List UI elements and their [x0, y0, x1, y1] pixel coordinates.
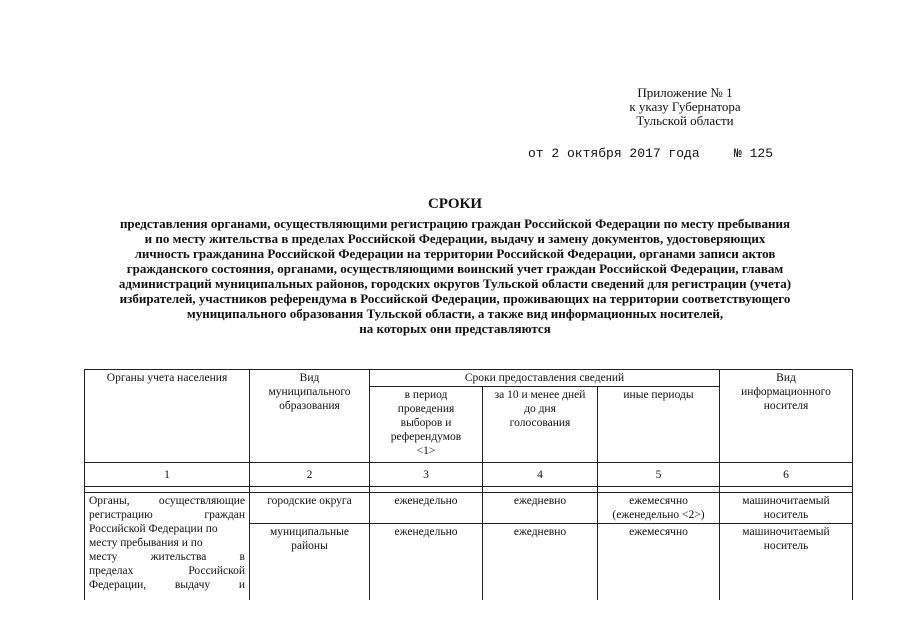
header-medium-type: Вид информационного носителя [720, 370, 853, 463]
table-row [85, 493, 853, 524]
header-ten-days: за 10 и менее дней до дня голосования [483, 387, 598, 463]
appendix-header [600, 86, 770, 128]
deadlines-table [84, 369, 853, 600]
during-elections-cell: еженедельно [370, 493, 483, 524]
subtitle-line: и по месту жительства в пределах Российской Федерации, выдачу и замену документов, удостоверяющих [144, 231, 766, 246]
header-deadlines-group: Сроки предоставления сведений [370, 370, 720, 387]
appendix-line: Приложение № 1 [637, 85, 733, 100]
decree-date: от 2 октября 2017 года [528, 146, 700, 161]
column-numbers-row [85, 463, 853, 487]
ten-days-cell: ежедневно [483, 493, 598, 524]
subtitle-line: избирателей, участников референдума в Российской Федерации, проживающих на территории соответствующего [119, 291, 791, 306]
column-number: 1 [85, 463, 250, 487]
subtitle-line: представления органами, осуществляющими регистрацию граждан Российской Федерации по месту пребывания [119, 216, 791, 231]
municipality-cell: муниципальные районы [250, 524, 370, 600]
subtitle-line: личность гражданина Российской Федерации на территории Российской Федерации, органами записи актов [134, 246, 776, 261]
appendix-line: Тульской области [636, 113, 734, 128]
medium-cell: машиночитаемый носитель [720, 493, 853, 524]
appendix-line: к указу Губернатора [629, 99, 741, 114]
header-population-bodies: Органы учета населения [85, 370, 250, 463]
header-other-periods: иные периоды [598, 387, 720, 463]
column-number: 3 [370, 463, 483, 487]
medium-cell: машиночитаемый носитель [720, 524, 853, 600]
subtitle-line: муниципального образования Тульской области, а также вид информационных носителей, [186, 306, 724, 321]
subtitle-line: администраций муниципальных районов, городских округов Тульской области сведений для регистрации (учета) [118, 276, 792, 291]
organ-description-cell: Органы, осуществляющие регистрацию граждан Российской Федерации по месту пребывания и по месту жительства в пределах Российской Федерации, выдачу и [85, 493, 250, 600]
decree-date-line [528, 146, 774, 161]
document-title: СРОКИ [427, 196, 483, 212]
decree-number: № 125 [734, 146, 774, 161]
during-elections-cell: еженедельно [370, 524, 483, 600]
other-periods-cell: ежемесячно [598, 524, 720, 600]
column-number: 4 [483, 463, 598, 487]
column-number: 2 [250, 463, 370, 487]
ten-days-cell: ежедневно [483, 524, 598, 600]
other-periods-cell: ежемесячно (еженедельно <2>) [598, 493, 720, 524]
subtitle-line: на которых они представляются [359, 321, 551, 336]
document-subtitle [40, 216, 870, 336]
header-during-elections: в период проведения выборов и референдумов <1> [370, 387, 483, 463]
column-number: 5 [598, 463, 720, 487]
header-municipality-type: Вид муниципального образования [250, 370, 370, 463]
subtitle-line: гражданского состояния, органами, осуществляющими воинский учет граждан Российской Федерации, главам [126, 261, 784, 276]
municipality-cell: городские округа [250, 493, 370, 524]
column-number: 6 [720, 463, 853, 487]
